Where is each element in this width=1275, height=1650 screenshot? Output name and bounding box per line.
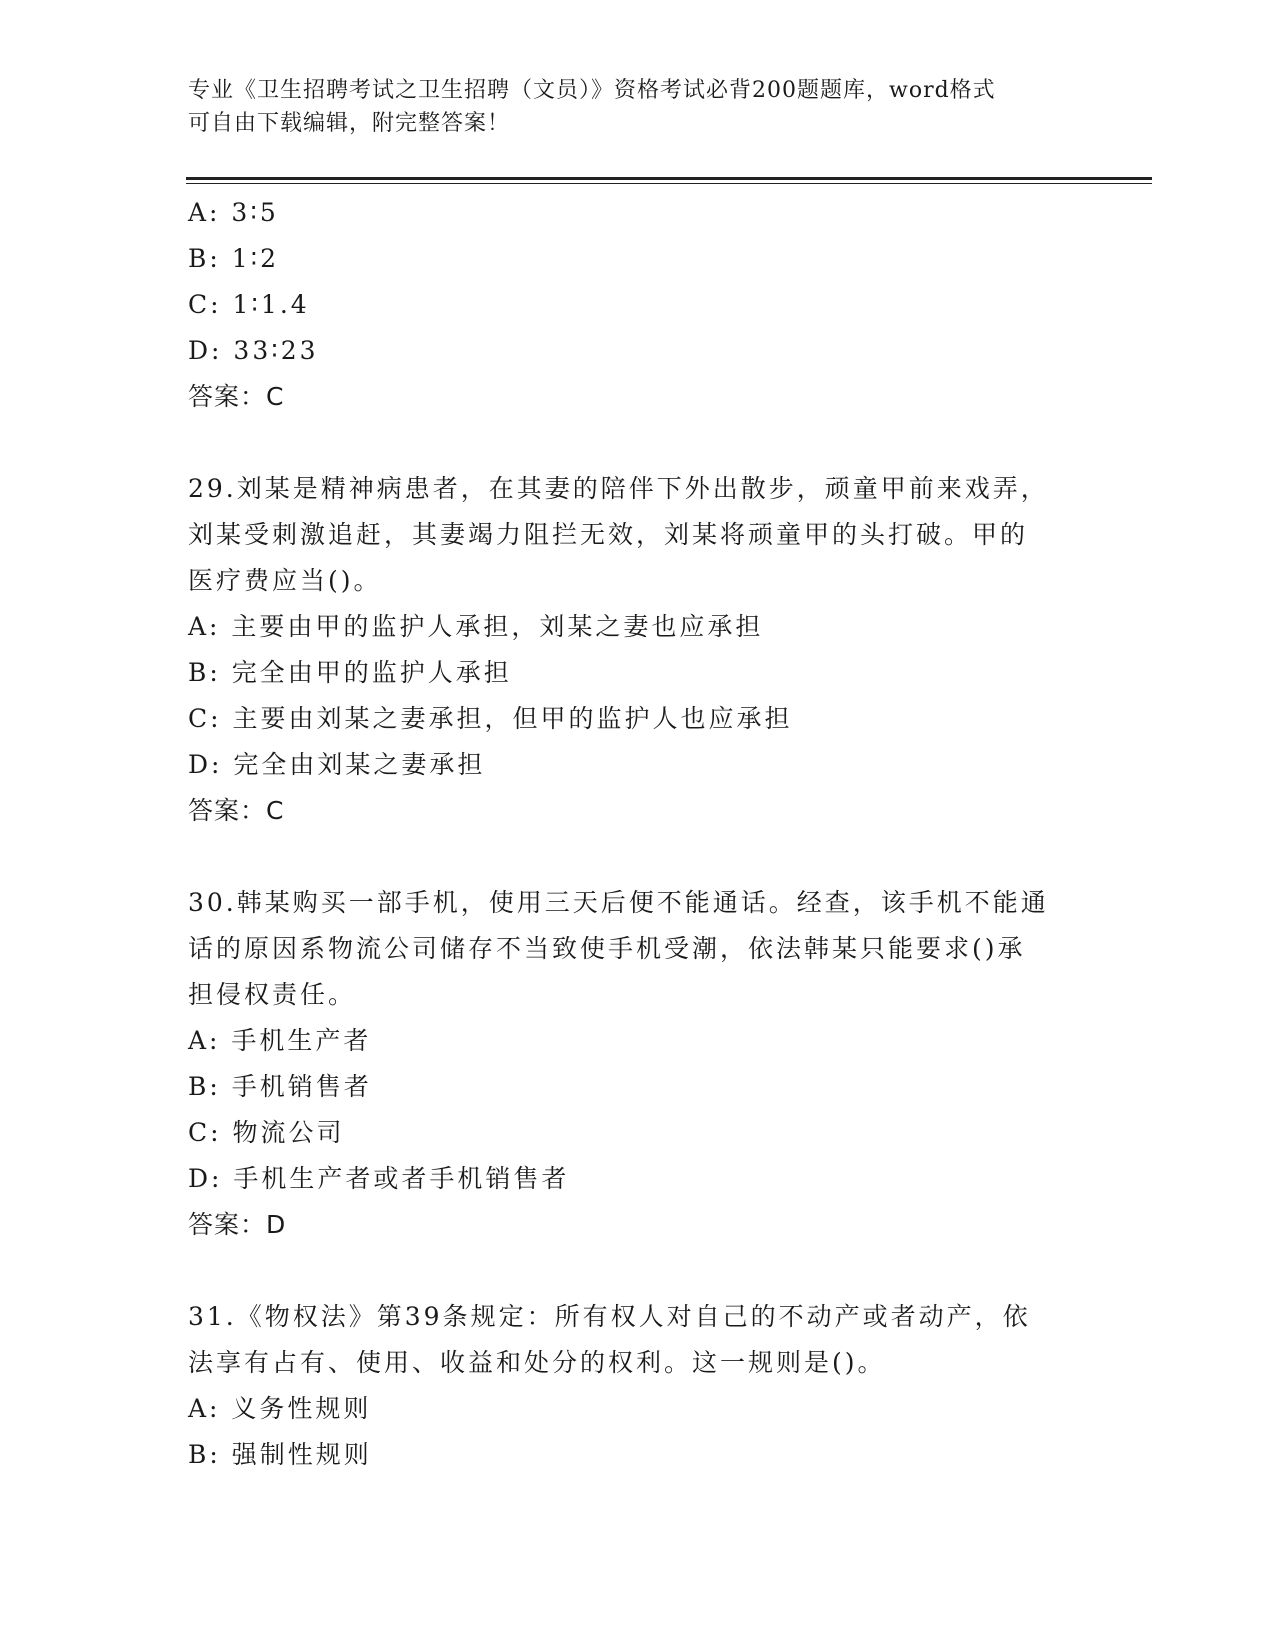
question-gap (188, 1248, 1088, 1294)
option-b: B: 完全由甲的监护人承担 (188, 658, 512, 687)
question-30 (188, 880, 1088, 1248)
document-header (188, 74, 1088, 140)
header-line-2: 可自由下载编辑，附完整答案！ (188, 111, 511, 136)
option-b: B: 手机销售者 (188, 1072, 372, 1101)
question-stem-line: 31.《物权法》第39条规定：所有权人对自己的不动产或者动产，依 (188, 1302, 1031, 1331)
answer-line: 答案：C (188, 796, 285, 825)
question-stem-line: 29.刘某是精神病患者，在其妻的陪伴下外出散步，顽童甲前来戏弄， (188, 474, 1049, 503)
header-divider-thick (186, 177, 1152, 180)
option-b: B: 1∶2 (188, 244, 280, 273)
question-28-continued (188, 190, 1088, 420)
question-stem-line: 刘某受刺激追赶，其妻竭力阻拦无效，刘某将顽童甲的头打破。甲的 (188, 520, 1029, 549)
question-stem-line: 法享有占有、使用、收益和处分的权利。这一规则是()。 (188, 1348, 886, 1377)
option-d: D: 完全由刘某之妻承担 (188, 750, 486, 779)
question-stem-line: 30.韩某购买一部手机，使用三天后便不能通话。经查，该手机不能通 (188, 888, 1049, 917)
header-line-1: 专业《卫生招聘考试之卫生招聘（文员）》资格考试必背200题题库，word格式 (188, 78, 996, 103)
option-d: D: 手机生产者或者手机销售者 (188, 1164, 570, 1193)
option-c: C: 主要由刘某之妻承担，但甲的监护人也应承担 (188, 704, 793, 733)
option-a: A: 3∶5 (188, 198, 279, 227)
option-b: B: 强制性规则 (188, 1440, 372, 1469)
question-29 (188, 466, 1088, 834)
option-a: A: 义务性规则 (188, 1394, 372, 1423)
question-stem-line: 话的原因系物流公司储存不当致使手机受潮，依法韩某只能要求()承 (188, 934, 1026, 963)
question-31 (188, 1294, 1088, 1478)
option-c: C: 1∶1.4 (188, 290, 310, 319)
header-divider-thin (186, 183, 1152, 184)
question-gap (188, 834, 1088, 880)
option-a: A: 手机生产者 (188, 1026, 372, 1055)
option-d: D: 33∶23 (188, 336, 319, 365)
answer-line: 答案：C (188, 382, 285, 411)
question-gap (188, 420, 1088, 466)
question-stem-line: 医疗费应当()。 (188, 566, 382, 595)
question-stem-line: 担侵权责任。 (188, 980, 357, 1009)
option-a: A: 主要由甲的监护人承担，刘某之妻也应承担 (188, 612, 764, 641)
option-c: C: 物流公司 (188, 1118, 345, 1147)
answer-line: 答案：D (188, 1210, 287, 1239)
question-list (188, 190, 1088, 1478)
